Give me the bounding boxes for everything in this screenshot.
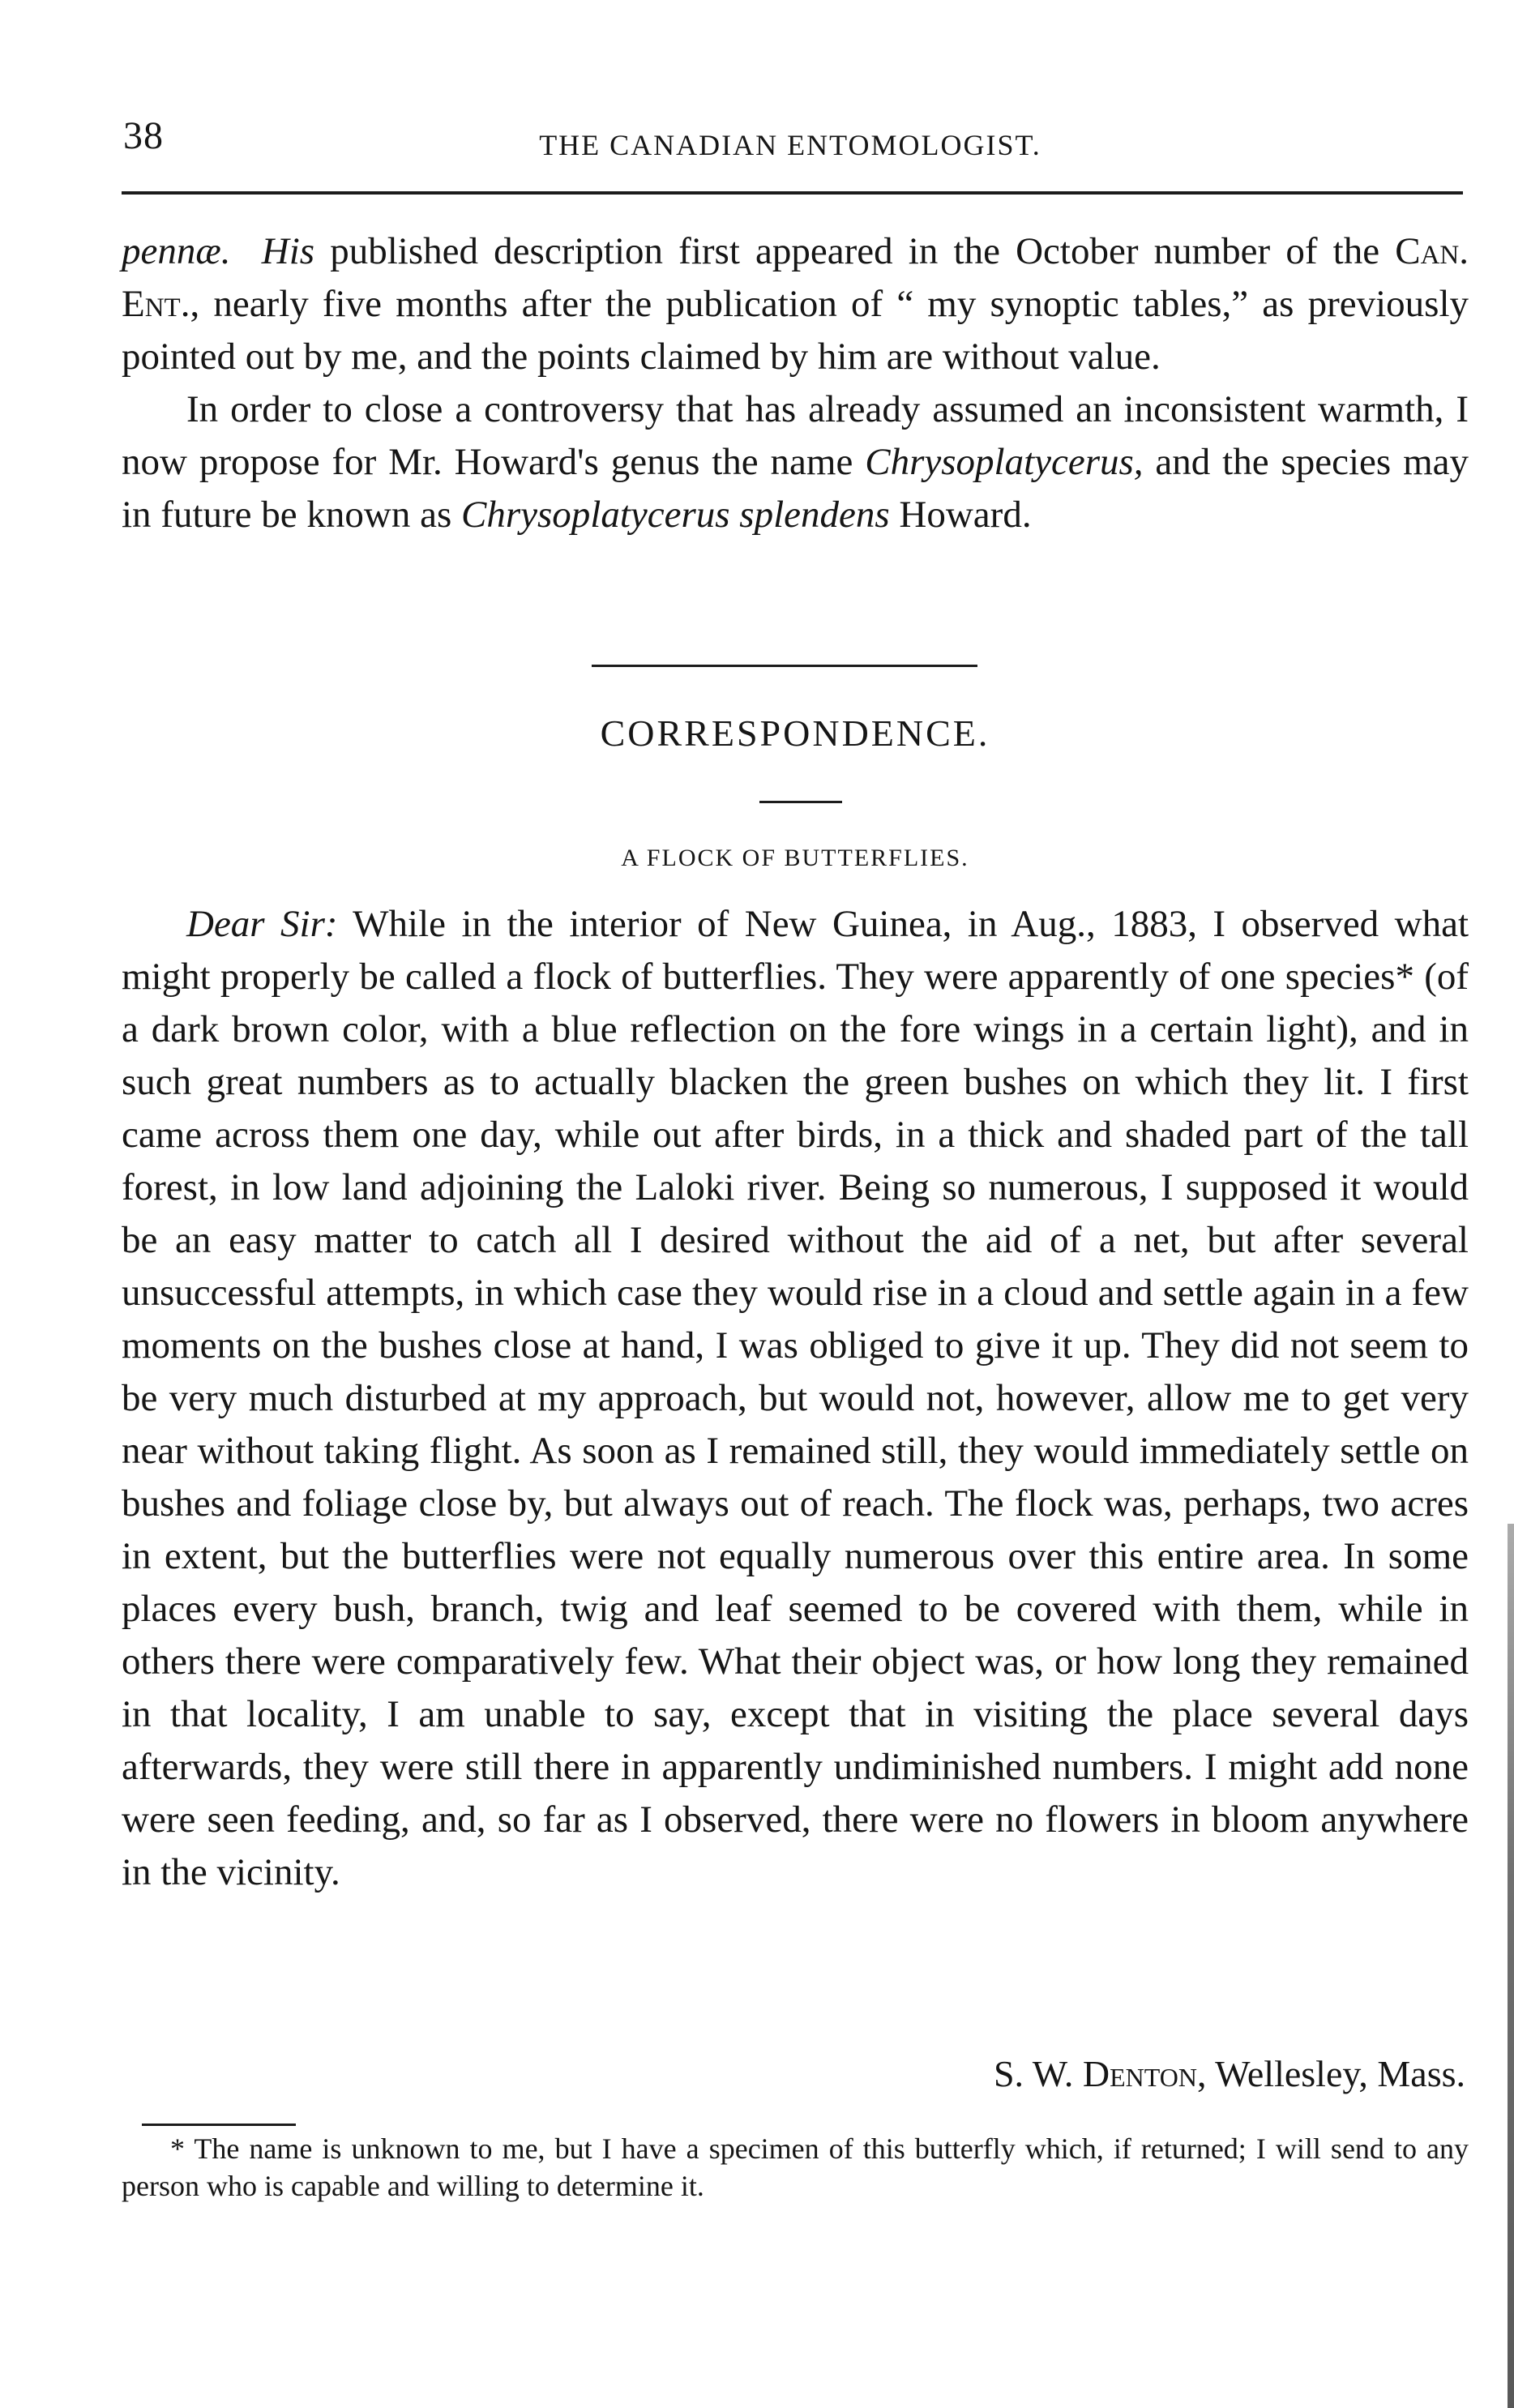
footnote: * The name is unknown to me, but I have a specimen of this butterfly which, if returned; I will send to any person who is capable and willing to determine it. bbox=[122, 2132, 1469, 2202]
intro-p2-text-1: In order to close a controversy that has already assumed an inconsistent warmth, I now propose for Mr. Howard's genus the name bbox=[122, 388, 1469, 483]
intro-p1-text-1: published description first appeared in the October number of the bbox=[314, 230, 1396, 272]
signature-initials: S. W. bbox=[993, 2053, 1083, 2094]
intro-p2-text-3: Howard. bbox=[889, 494, 1032, 536]
signature-place: , Wellesley, Mass. bbox=[1196, 2053, 1465, 2094]
scan-edge-shadow bbox=[1508, 1524, 1514, 2408]
pronoun-his: His bbox=[261, 230, 315, 272]
journal-abbrev: Can. Ent. bbox=[122, 230, 1469, 325]
salutation: Dear Sir: bbox=[186, 903, 338, 945]
intro-text bbox=[122, 225, 1469, 541]
running-head: THE CANADIAN ENTOMOLOGIST. bbox=[539, 129, 1041, 161]
signature bbox=[994, 2052, 1465, 2095]
genus-fragment: pennæ. bbox=[122, 230, 231, 272]
genus-name: Chrysoplatycerus, bbox=[865, 441, 1144, 483]
page-header bbox=[122, 113, 1459, 162]
footnote-rule bbox=[142, 2124, 296, 2126]
species-name: Chrysoplatycerus splendens bbox=[460, 494, 890, 536]
letter-text bbox=[122, 898, 1469, 1899]
intro-p1-text-2: , nearly five months after the publication of “ my synoptic tables,” as previously pointed out by me, and the points claimed by him are without value. bbox=[122, 283, 1469, 378]
intro-p2-text-2: and the species may in future be known as bbox=[122, 441, 1469, 536]
page-number: 38 bbox=[123, 114, 164, 157]
letter-body: While in the interior of New Guinea, in Aug., 1883, I observed what might properly be called a flock of butterflies. They were apparently of one species* (of a dark brown color, with a blue reflection on the fore wings in a certain light), and in such great numbers as to actually blacken the green bushes on which they lit. I first came across them one day, while out after birds, in a thick and shaded part of the tall forest, in low land adjoining the Laloki river. Being so numerous, I supposed it would be an easy matter to catch all I desired without the aid of a net, but after several unsuccessful attempts, in which case they would rise in a cloud and settle again in a few moments on the bushes close at hand, I was obliged to give it up. They did not seem to be very much disturbed at my approach, but would not, however, allow me to get very near without taking flight. As soon as I remained still, they would immediately settle on bushes and foliage close by, but always out of reach. The flock was, perhaps, two acres in extent, but the butterflies were not equally numerous over this entire area. In some places every bush, branch, twig and leaf seemed to be covered with them, while in others there were comparatively few. What their object was, or how long they remained in that locality, I am unable to say, except that in visiting the place several days afterwards, they were still there in apparently undiminished numbers. I might add none were seen feeding, and, so far as I observed, there were no flowers in bloom anywhere in the vicinity. bbox=[122, 903, 1469, 1893]
section-divider bbox=[592, 665, 977, 667]
article-title: A FLOCK OF BUTTERFLIES. bbox=[621, 845, 969, 871]
intro-paragraph-2 bbox=[122, 383, 1469, 541]
intro-paragraph-1 bbox=[122, 225, 1469, 383]
letter-paragraph bbox=[122, 898, 1469, 1899]
header-rule bbox=[122, 191, 1463, 195]
signature-name: Denton bbox=[1082, 2053, 1197, 2094]
section-title: CORRESPONDENCE. bbox=[600, 712, 990, 754]
title-divider bbox=[759, 801, 842, 803]
